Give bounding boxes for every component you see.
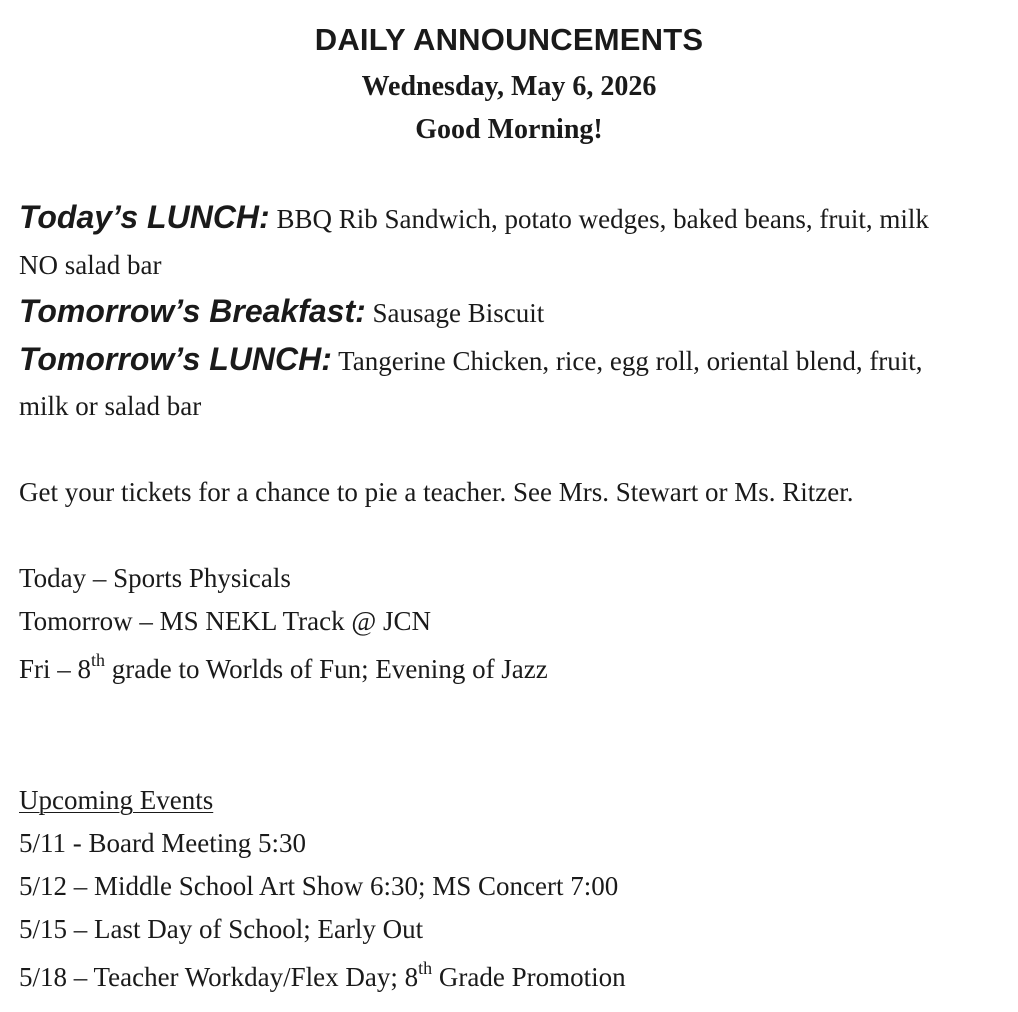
schedule-friday (19, 652, 548, 686)
event-item-suffix: Grade Promotion (432, 962, 626, 992)
schedule-friday-prefix: Fri – 8 (19, 654, 92, 684)
page-title: DAILY ANNOUNCEMENTS (314, 22, 704, 57)
upcoming-events-heading: Upcoming Events (19, 785, 214, 815)
event-item-sup: th (418, 958, 433, 978)
tomorrow-breakfast-text: Sausage Biscuit (365, 298, 545, 328)
pie-teacher-notice: Get your tickets for a chance to pie a teacher. See Mrs. Stewart or Ms. Ritzer. (19, 477, 854, 507)
tomorrow-lunch-label: Tomorrow’s LUNCH: (19, 341, 332, 377)
tomorrow-lunch-continued: milk or salad bar (19, 391, 202, 421)
greeting: Good Morning! (415, 114, 603, 145)
tomorrow-breakfast-label: Tomorrow’s Breakfast: (19, 293, 366, 329)
schedule-tomorrow: Tomorrow – MS NEKL Track @ JCN (19, 606, 431, 636)
event-item-prefix: 5/18 – Teacher Workday/Flex Day; 8 (19, 962, 419, 992)
announcement-date: Wednesday, May 6, 2026 (361, 71, 657, 102)
today-lunch-text: BBQ Rib Sandwich, potato wedges, baked beans, fruit, milk (269, 204, 929, 234)
schedule-today: Today – Sports Physicals (19, 563, 291, 593)
event-item: 5/11 - Board Meeting 5:30 (19, 828, 306, 858)
schedule-friday-sup: th (91, 650, 106, 670)
today-lunch-line (19, 200, 929, 236)
tomorrow-breakfast-line (19, 294, 544, 330)
event-item (19, 960, 626, 994)
tomorrow-lunch-line (19, 342, 923, 378)
today-lunch-note: NO salad bar (19, 250, 162, 280)
event-item: 5/12 – Middle School Art Show 6:30; MS Concert 7:00 (19, 871, 619, 901)
today-lunch-label: Today’s LUNCH: (19, 199, 270, 235)
schedule-friday-suffix: grade to Worlds of Fun; Evening of Jazz (105, 654, 548, 684)
event-item: 5/15 – Last Day of School; Early Out (19, 914, 424, 944)
tomorrow-lunch-text: Tangerine Chicken, rice, egg roll, oriental blend, fruit, (331, 346, 923, 376)
